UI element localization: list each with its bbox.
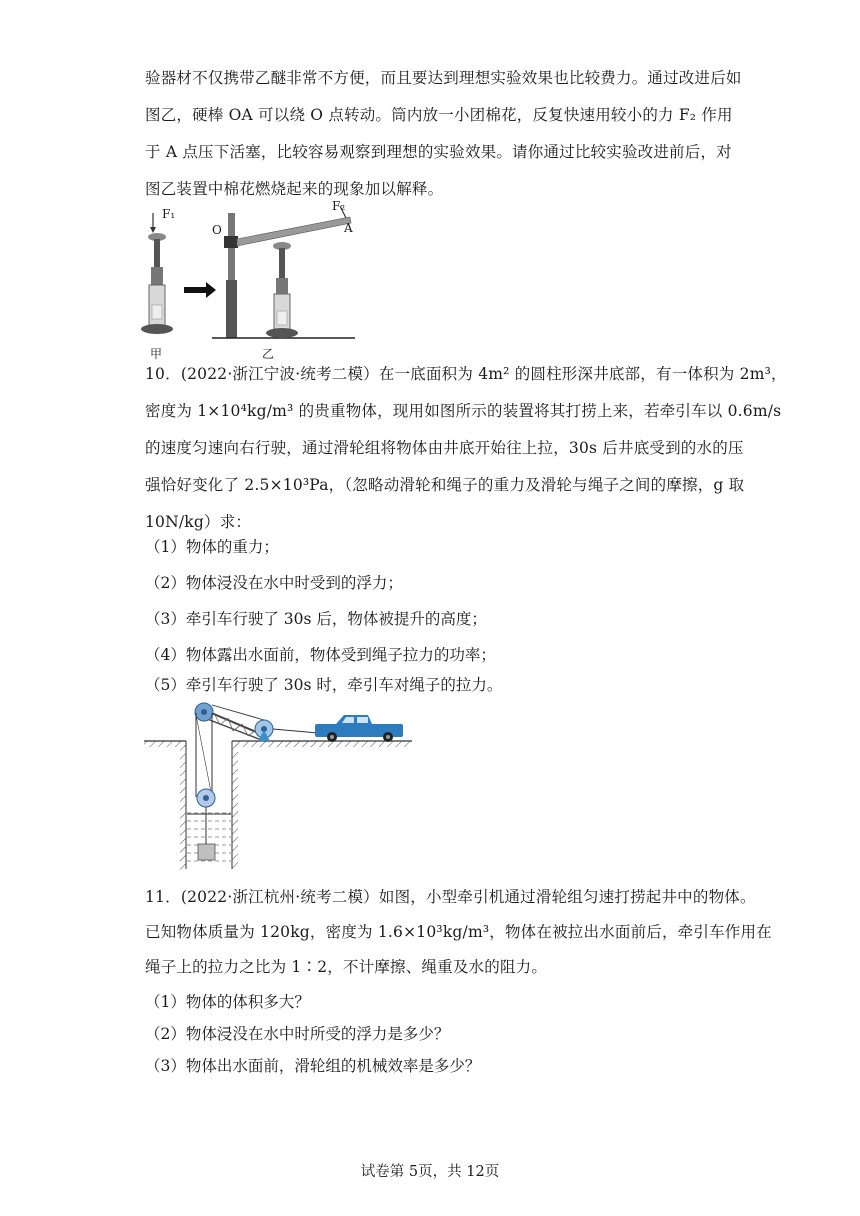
page-footer: 试卷第 5页，共 12页 — [360, 1164, 500, 1180]
q11-sub-1: （1）物体的体积多大？ — [145, 993, 310, 1011]
caption-jia: 甲 — [150, 347, 163, 361]
q9-line-3: 于 A 点压下活塞，比较容易观察到理想的实验效果。请你通过比较实验改进前后，对 — [145, 143, 732, 161]
label-o: O — [212, 223, 222, 237]
caption-yi: 乙 — [262, 347, 275, 361]
q10-line-4: 强恰好变化了 2.5×10³Pa，（忽略动滑轮和绳子的重力及滑轮与绳子之间的摩擦，g 取 — [145, 476, 745, 494]
syringe-figure-svg — [140, 205, 370, 365]
well-pulley-truck-figure — [140, 697, 420, 872]
syringe-apparatus-figure — [140, 199, 370, 365]
q9-line-2: 图乙，硬棒 OA 可以绕 O 点转动。筒内放一小团棉花，反复快速用较小的力 F₂ 作用 — [145, 106, 733, 124]
pulley-figure-svg — [140, 697, 420, 872]
q10-sub-1: （1）物体的重力； — [145, 538, 279, 556]
q10-line-2: 密度为 1×10⁴kg/m³ 的贵重物体，现用如图所示的装置将其打捞上来，若牵引车以 0.6m/s — [145, 402, 782, 420]
q10-sub-2: （2）物体浸没在水中时受到的浮力； — [145, 574, 403, 592]
q11-line-3: 绳子上的拉力之比为 1∶2，不计摩擦、绳重及水的阻力。 — [145, 958, 548, 976]
label-f2: F₂ — [332, 199, 346, 213]
q11-sub-2: （2）物体浸没在水中时所受的浮力是多少？ — [145, 1025, 450, 1043]
q10-sub-3: （3）牵引车行驶了 30s 后，物体被提升的高度； — [145, 610, 487, 628]
q11-line-2: 已知物体质量为 120kg，密度为 1.6×10³kg/m³，物体在被拉出水面前后，牵引车作用在 — [145, 923, 772, 941]
label-a: A — [344, 221, 353, 235]
q10-line-1: 10．(2022·浙江宁波·统考二模）在一底面积为 4m² 的圆柱形深井底部，有一体积为 2m³， — [145, 365, 787, 383]
label-f1: F₁ — [162, 207, 176, 221]
q9-line-4: 图乙装置中棉花燃烧起来的现象加以解释。 — [145, 180, 444, 198]
q11-line-1: 11．(2022·浙江杭州·统考二模）如图，小型牵引机通过滑轮组匀速打捞起井中的物体。 — [145, 888, 756, 906]
q9-line-1: 验器材不仅携带乙醚非常不方便，而且要达到理想实验效果也比较费力。通过改进后如 — [145, 69, 742, 87]
q11-sub-3: （3）物体出水面前，滑轮组的机械效率是多少？ — [145, 1057, 481, 1075]
q10-sub-5: （5）牵引车行驶了 30s 时，牵引车对绳子的拉力。 — [145, 676, 503, 694]
q10-sub-4: （4）物体露出水面前，物体受到绳子拉力的功率； — [145, 646, 496, 664]
q10-line-3: 的速度匀速向右行驶，通过滑轮组将物体由井底开始往上拉，30s 后井底受到的水的压 — [145, 439, 744, 457]
q10-line-5: 10N/kg）求： — [145, 513, 252, 531]
